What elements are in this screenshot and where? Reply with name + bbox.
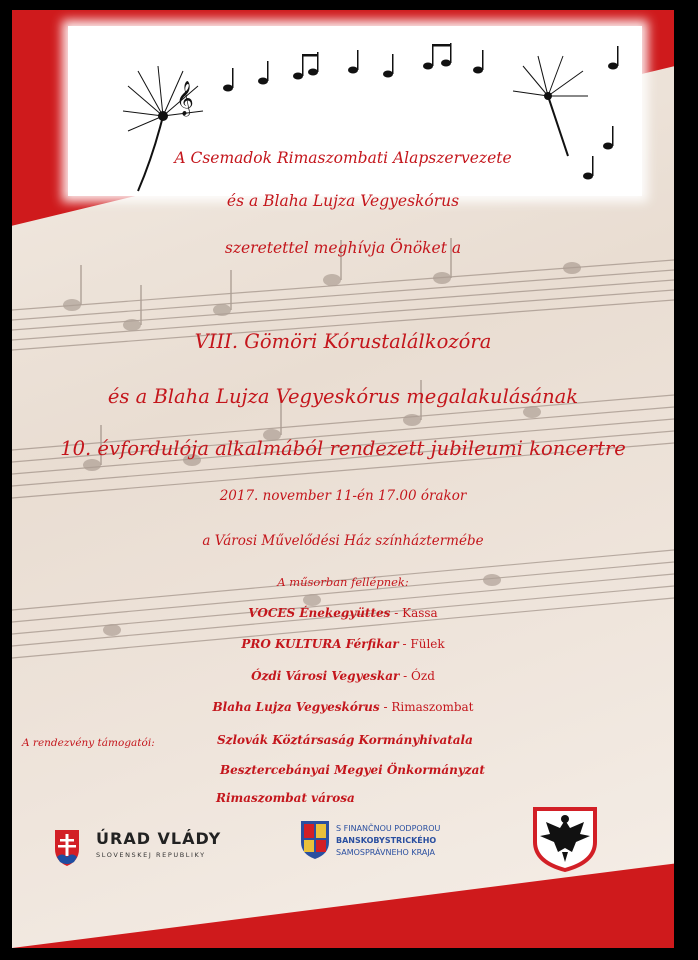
program-heading: A műsorban fellépnek: [277, 575, 409, 589]
urad-vlady-subtitle: SLOVENSKEJ REPUBLIKY [96, 851, 206, 859]
performer-place: Ózd [411, 669, 435, 683]
header-line-2: és a Blaha Lujza Vegyeskórus [226, 192, 460, 210]
red-frame [12, 10, 674, 948]
event-title-1: VIII. Gömöri Kórustalálkozóra [194, 330, 492, 353]
header-line-1: A Csemadok Rimaszombati Alapszervezete [174, 149, 512, 167]
performer-separator: - [379, 700, 392, 714]
performer-name: PRO KULTURA Férfikar [241, 637, 399, 651]
sponsor-item: Rimaszombat városa [216, 791, 355, 805]
performer-row [12, 700, 674, 714]
performer-separator: - [390, 606, 403, 620]
eagle-coat-of-arms-icon [532, 806, 598, 872]
city-coat-of-arms [532, 806, 598, 872]
performer-place: Kassa [402, 606, 438, 620]
sponsors-label: A rendezvény támogatói: [22, 737, 155, 749]
performer-place: Rimaszombat [391, 700, 474, 714]
event-title-3: 10. évfordulója alkalmából rendezett jubileumi koncertre [60, 437, 626, 460]
bbsk-line-2: BANSKOBYSTRICKÉHO [336, 836, 437, 845]
performer-row [12, 637, 674, 651]
bbsk-logo [300, 818, 470, 866]
sponsor-item: Besztercebányai Megyei Önkormányzat [220, 763, 485, 777]
svg-text:𝄞: 𝄞 [176, 81, 194, 116]
performer-separator: - [398, 637, 411, 651]
performer-separator: - [399, 669, 412, 683]
header-line-3: szeretettel meghívja Önöket a [224, 239, 462, 257]
performer-name: Blaha Lujza Vegyeskórus [212, 700, 380, 714]
performer-name: VOCES Énekegyüttes [248, 606, 391, 620]
header-banner [68, 26, 642, 196]
event-title-2: és a Blaha Lujza Vegyeskórus megalakulásának [107, 385, 579, 408]
urad-vlady-title: ÚRAD VLÁDY [96, 829, 222, 848]
performer-row [12, 606, 674, 620]
bbsk-coat-of-arms-icon [300, 820, 330, 860]
bbsk-line-1: S FINANČNOU PODPOROU [336, 824, 441, 833]
performer-place: Fülek [410, 637, 445, 651]
sponsor-item: Szlovák Köztársaság Kormányhivatala [217, 733, 473, 747]
performer-row [12, 669, 674, 683]
event-venue: a Városi Művelődési Ház színháztermébe [202, 533, 484, 549]
urad-vlady-logo [54, 827, 239, 869]
bbsk-line-3: SAMOSPRÁVNEHO KRAJA [336, 848, 436, 857]
performer-name: Ózdi Városi Vegyeskar [251, 669, 400, 683]
event-date: 2017. november 11-én 17.00 órakor [219, 488, 467, 504]
dandelion-music-notes-icon [68, 26, 642, 196]
slovak-coat-of-arms-icon [54, 829, 80, 867]
